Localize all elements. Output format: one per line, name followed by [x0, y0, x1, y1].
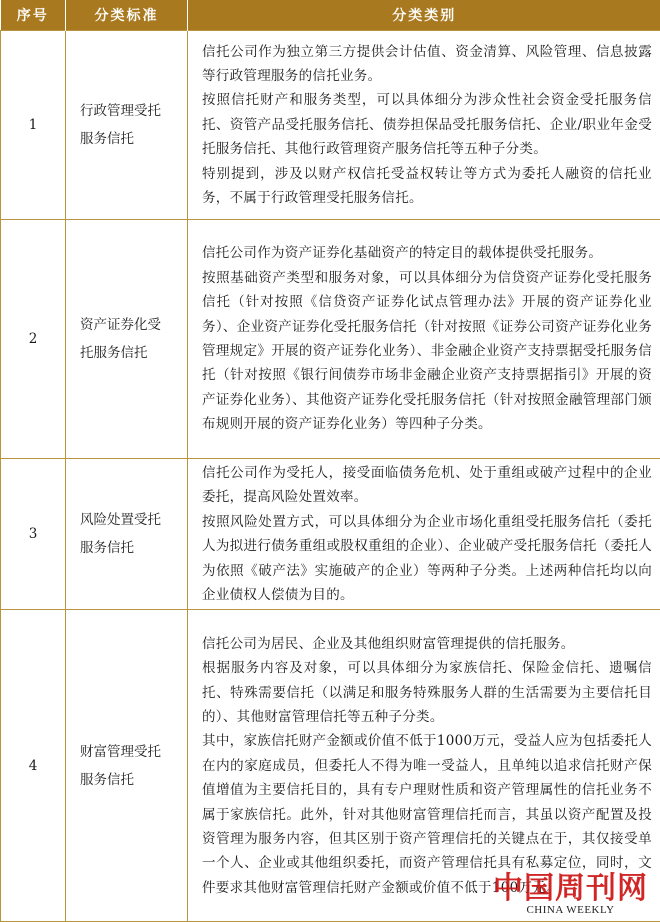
category-paragraph: 信托公司作为资产证券化基础资产的特定目的载体提供受托服务。: [202, 241, 652, 265]
row-standard: [66, 459, 188, 610]
row-index: 1: [1, 31, 66, 220]
category-paragraph: 信托公司作为受托人，接受面临债务危机、处于重组或破产过程中的企业委托，提高风险处置效率。: [202, 461, 652, 510]
table-row: [1, 220, 660, 459]
category-paragraph: 信托公司作为独立第三方提供会计估值、资金清算、风险管理、信息披露等行政管理服务的信托业务。: [202, 40, 652, 89]
watermark-logo: [493, 872, 648, 916]
row-category: [188, 459, 660, 610]
standard-line: 资产证券化受: [80, 311, 179, 339]
row-index: 3: [1, 459, 66, 610]
standard-line: 服务信托: [80, 125, 179, 153]
row-standard: [66, 220, 188, 459]
watermark-en: CHINA WEEKLY: [493, 904, 648, 916]
category-paragraph: 按照风险处置方式，可以具体细分为企业市场化重组受托服务信托（委托人为拟进行债务重组或股权重组的企业）、企业破产受托服务信托（委托人为依照《破产法》实施破产的企业）等两种子分类。上述两种信托均以向企业债权人偿债为目的。: [202, 510, 652, 608]
category-paragraph: 按照基础资产类型和服务对象，可以具体细分为信贷资产证券化受托服务信托（针对按照《信贷资产证券化试点管理办法》开展的资产证券化业务）、企业资产证券化受托服务信托（针对按照《证券公司资产证券化业务管理规定》开展的资产证券化业务）、非金融企业资产支持票据受托服务信托（针对按照《银行间债券市场非金融企业资产支持票据指引》开展的资产证券化业务）、其他资产证券化受托服务信托（针对按照金融管理部门颁布规则开展的资产证券化业务）等四种子分类。: [202, 266, 652, 437]
category-paragraph: 根据服务内容及对象，可以具体细分为家族信托、保险金信托、遗嘱信托、特殊需要信托（以满足和服务特殊服务人群的生活需要为主要信托目的）、其他财富管理信托等五种子分类。: [202, 656, 652, 729]
row-category: [188, 31, 660, 220]
row-index: 2: [1, 220, 66, 459]
category-paragraph: 特别提到，涉及以财产权信托受益权转让等方式为委托人融资的信托业务，不属于行政管理受托服务信托。: [202, 162, 652, 211]
header-row: [1, 0, 660, 31]
header-category: 分类类别: [188, 0, 660, 31]
table-row: [1, 31, 660, 220]
header-index: 序号: [1, 0, 66, 31]
row-standard: [66, 31, 188, 220]
row-index: 4: [1, 610, 66, 922]
category-paragraph: 其中，家族信托财产金额或价值不低于1000万元，受益人应为包括委托人在内的家庭成员，但委托人不得为唯一受益人，且单纯以追求信托财产保值增值为主要信托目的，具有专户理财性质和资产管理属性的信托业务不属于家族信托。此外，针对其他财富管理信托而言，其虽以资产配置及投资管理为服务内容，但其区别于资产管理信托的关键点在于，其仅接受单一个人、企业或其他组织委托，而资产管理信托具有私募定位，同时，文件要求其他财富管理信托财产金额或价值不低于100万元。: [202, 729, 652, 900]
row-category: [188, 220, 660, 459]
standard-line: 风险处置受托: [80, 506, 179, 534]
standard-line: 行政管理受托: [80, 97, 179, 125]
category-paragraph: 信托公司为居民、企业及其他组织财富管理提供的信托服务。: [202, 632, 652, 656]
header-standard: 分类标准: [66, 0, 188, 31]
row-standard: [66, 610, 188, 922]
standard-line: 服务信托: [80, 534, 179, 562]
category-paragraph: 按照信托财产和服务类型，可以具体细分为涉众性社会资金受托服务信托、资管产品受托服务信托、债券担保品受托服务信托、企业/职业年金受托服务信托、其他行政管理资产服务信托等五种子分类。: [202, 88, 652, 161]
watermark-cn: 中国周刊网: [493, 872, 648, 906]
standard-line: 托服务信托: [80, 339, 179, 367]
table-row: [1, 459, 660, 610]
standard-line: 服务信托: [80, 766, 179, 794]
standard-line: 财富管理受托: [80, 738, 179, 766]
